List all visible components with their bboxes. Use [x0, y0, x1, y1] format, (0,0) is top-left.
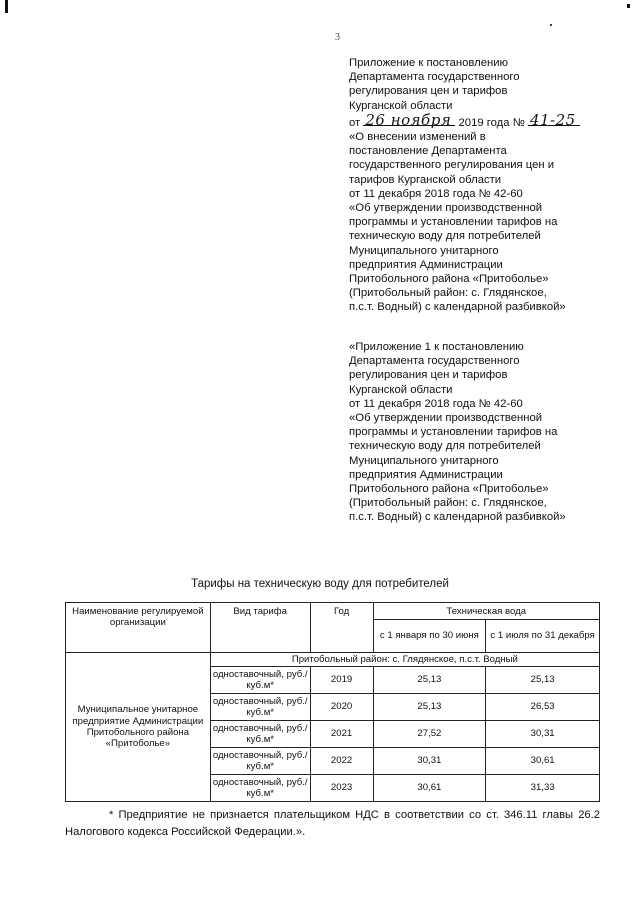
region-row	[66, 653, 600, 667]
date-blank	[363, 110, 455, 129]
appendix-1-header	[349, 340, 609, 525]
number-blank	[528, 110, 580, 129]
appendix-line: Притобольного района «Притоболье»	[349, 273, 549, 286]
appendix-line: регулирования цен и тарифов	[349, 85, 508, 98]
appendix-line: «Об утверждении производственной	[349, 202, 543, 215]
appendix-line: Муниципального унитарного	[349, 454, 499, 467]
tariff-h1-cell: 25,13	[373, 667, 486, 694]
tariff-type-cell: одноставочный, руб./куб.м*	[210, 667, 310, 694]
org-name: Муниципальное унитарное предприятие Администрации Притобольного района «Притоболье»	[66, 653, 211, 802]
handwritten-number: 41-25	[529, 110, 576, 129]
appendix-line: Курганской области	[349, 383, 453, 396]
year-cell: 2023	[310, 775, 373, 802]
appendix-line: п.с.т. Водный) с календарной разбивкой»	[349, 511, 566, 524]
appendix-line: «О внесении изменений в	[349, 131, 486, 144]
date-line	[349, 110, 609, 130]
tariff-h2-cell: 26,53	[486, 694, 600, 721]
scan-edge-mark	[627, 4, 630, 8]
appendix-line: Муниципального унитарного	[349, 244, 499, 257]
header-tariff-type: Вид тарифа	[210, 603, 310, 653]
footnote	[65, 807, 600, 841]
appendix-line: техническую воду для потребителей	[349, 230, 541, 243]
tariff-h1-cell: 30,61	[373, 775, 486, 802]
appendix-line: Департамента государственного	[349, 71, 520, 84]
date-prefix: от	[349, 116, 361, 129]
appendix-line: государственного регулирования цен и	[349, 159, 555, 172]
appendix-line: постановление Департамента	[349, 145, 507, 158]
appendix-line: от 11 декабря 2018 года № 42-60	[349, 187, 523, 200]
appendix-line: Притобольного района «Притоболье»	[349, 483, 549, 496]
tariff-h1-cell: 27,52	[373, 721, 486, 748]
appendix-line: программы и установлении тарифов на	[349, 426, 558, 439]
year-text: 2019 года №	[458, 116, 525, 129]
tariff-type-cell: одноставочный, руб./куб.м*	[210, 721, 310, 748]
tariff-h2-cell: 25,13	[486, 667, 600, 694]
tariff-table	[65, 602, 600, 802]
tariff-h2-cell: 30,61	[486, 748, 600, 775]
appendix-line: тарифов Курганской области	[349, 173, 502, 186]
appendix-line: техническую воду для потребителей	[349, 440, 541, 453]
header-row	[66, 603, 600, 620]
appendix-line: «Об утверждении производственной	[349, 412, 543, 425]
header-year: Год	[310, 603, 373, 653]
tariff-type-cell: одноставочный, руб./куб.м*	[210, 775, 310, 802]
handwritten-date: 26 ноября	[365, 110, 452, 129]
appendix-line: (Притобольный район: с. Глядянское,	[349, 497, 547, 510]
footnote-text: * Предприятие не признается плательщиком НДС в соответствии со ст. 346.11 главы 26.2 Налогового кодекса Российской Федерации.».	[65, 809, 600, 838]
appendix-line: предприятия Администрации	[349, 258, 503, 271]
year-cell: 2020	[310, 694, 373, 721]
tariff-h1-cell: 30,31	[373, 748, 486, 775]
table-title: Тарифы на техническую воду для потребителей	[191, 578, 449, 590]
tariff-h1-cell: 25,13	[373, 694, 486, 721]
appendix-line: программы и установлении тарифов на	[349, 216, 558, 229]
tariff-type-cell: одноставочный, руб./куб.м*	[210, 694, 310, 721]
page-number: 3	[335, 32, 340, 43]
appendix-line: п.с.т. Водный) с календарной разбивкой»	[349, 301, 566, 314]
header-tech-water: Техническая вода	[373, 603, 599, 620]
appendix-line: (Притобольный район: с. Глядянское,	[349, 287, 547, 300]
tariff-type-cell: одноставочный, руб./куб.м*	[210, 748, 310, 775]
tariff-h2-cell: 30,31	[486, 721, 600, 748]
year-cell: 2021	[310, 721, 373, 748]
appendix-line: регулирования цен и тарифов	[349, 369, 508, 382]
scan-dot	[550, 24, 552, 26]
appendix-line: Департамента государственного	[349, 355, 520, 368]
appendix-line: Приложение к постановлению	[349, 57, 509, 69]
appendix-line: Курганской области	[349, 99, 453, 112]
appendix-header	[349, 56, 609, 315]
year-cell: 2022	[310, 748, 373, 775]
tariff-h2-cell: 31,33	[486, 775, 600, 802]
appendix-line: от 11 декабря 2018 года № 42-60	[349, 397, 523, 410]
year-cell: 2019	[310, 667, 373, 694]
appendix-line: предприятия Администрации	[349, 468, 503, 481]
header-period-2: с 1 июля по 31 декабря	[486, 620, 600, 653]
appendix-line: «Приложение 1 к постановлению	[349, 341, 524, 353]
header-org: Наименование регулируемой организации	[66, 603, 211, 653]
header-period-1: с 1 января по 30 июня	[373, 620, 486, 653]
region-name: Притобольный район: с. Глядянское, п.с.т. Водный	[210, 653, 599, 667]
scan-edge-mark	[5, 0, 8, 13]
